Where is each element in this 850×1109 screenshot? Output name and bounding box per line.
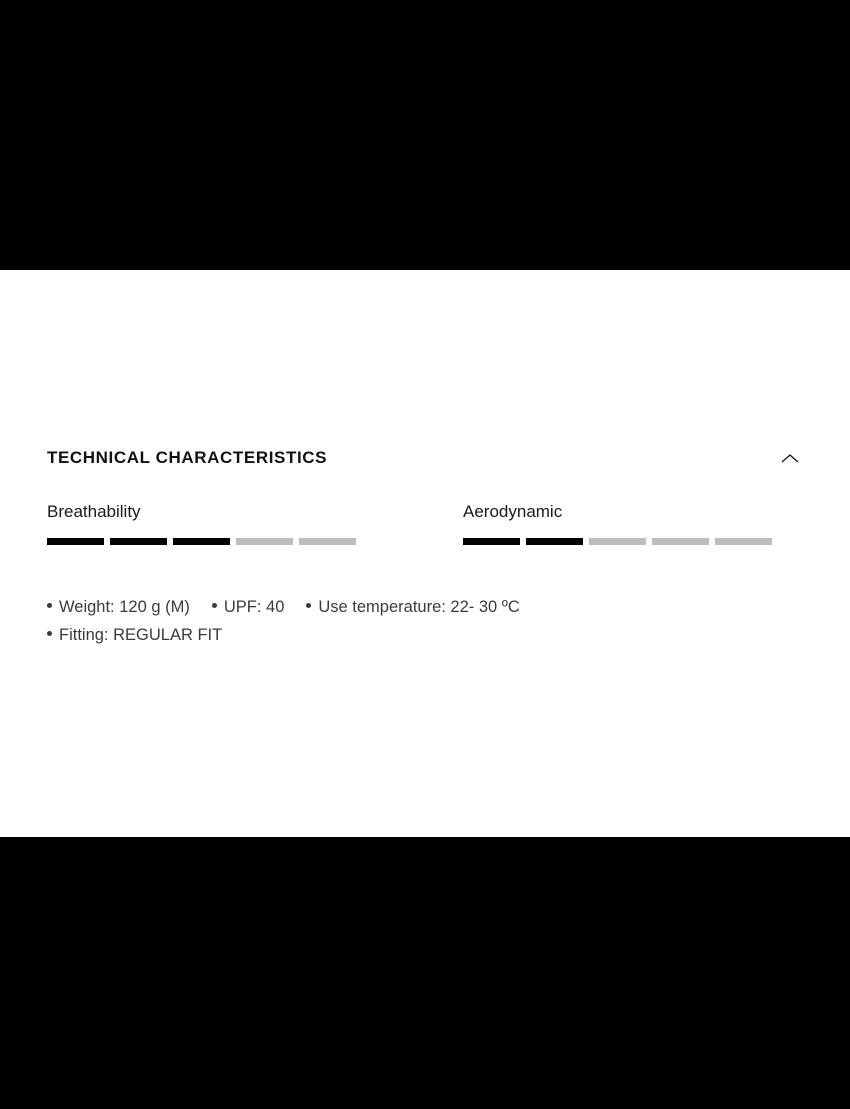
spec-text: Weight: 120 g (M): [59, 598, 190, 616]
meter-bar: [47, 538, 104, 545]
section-header[interactable]: [47, 445, 803, 471]
list-item: [306, 595, 519, 621]
technical-characteristics-panel: [0, 270, 850, 837]
list-item: [47, 623, 222, 649]
meter-bars: [463, 538, 803, 545]
chevron-up-icon[interactable]: [777, 445, 803, 471]
bullet-icon: [47, 603, 52, 608]
spec-row-1: [47, 595, 807, 621]
meter-bar: [589, 538, 646, 545]
meter-bar: [463, 538, 520, 545]
meter-bar: [526, 538, 583, 545]
meter-bar: [236, 538, 293, 545]
bullet-icon: [47, 631, 52, 636]
meter-label: Aerodynamic: [463, 502, 563, 521]
spec-text: Fitting: REGULAR FIT: [59, 625, 223, 644]
bullet-icon: [306, 603, 311, 608]
bullet-icon: [212, 603, 217, 608]
spec-text: UPF: 40: [223, 598, 285, 616]
meter-group: [47, 502, 803, 545]
spec-row-2: [47, 621, 807, 649]
meter-bar: [299, 538, 356, 545]
list-item: [47, 595, 190, 621]
chevron-up-glyph: [781, 453, 799, 464]
meter-bar: [715, 538, 772, 545]
meter-bar: [110, 538, 167, 545]
meter-bar: [652, 538, 709, 545]
spec-list: [47, 595, 807, 648]
meter-bar: [173, 538, 230, 545]
meter-aerodynamic: [463, 502, 803, 545]
letterbox-bottom: [0, 837, 850, 1109]
meter-breathability: [47, 502, 463, 545]
page-title: TECHNICAL CHARACTERISTICS: [47, 448, 328, 467]
list-item: [212, 595, 285, 621]
meter-bars: [47, 538, 463, 545]
spec-text: Use temperature: 22- 30 ºC: [318, 598, 520, 616]
meter-label: Breathability: [47, 502, 141, 521]
letterbox-top: [0, 0, 850, 270]
